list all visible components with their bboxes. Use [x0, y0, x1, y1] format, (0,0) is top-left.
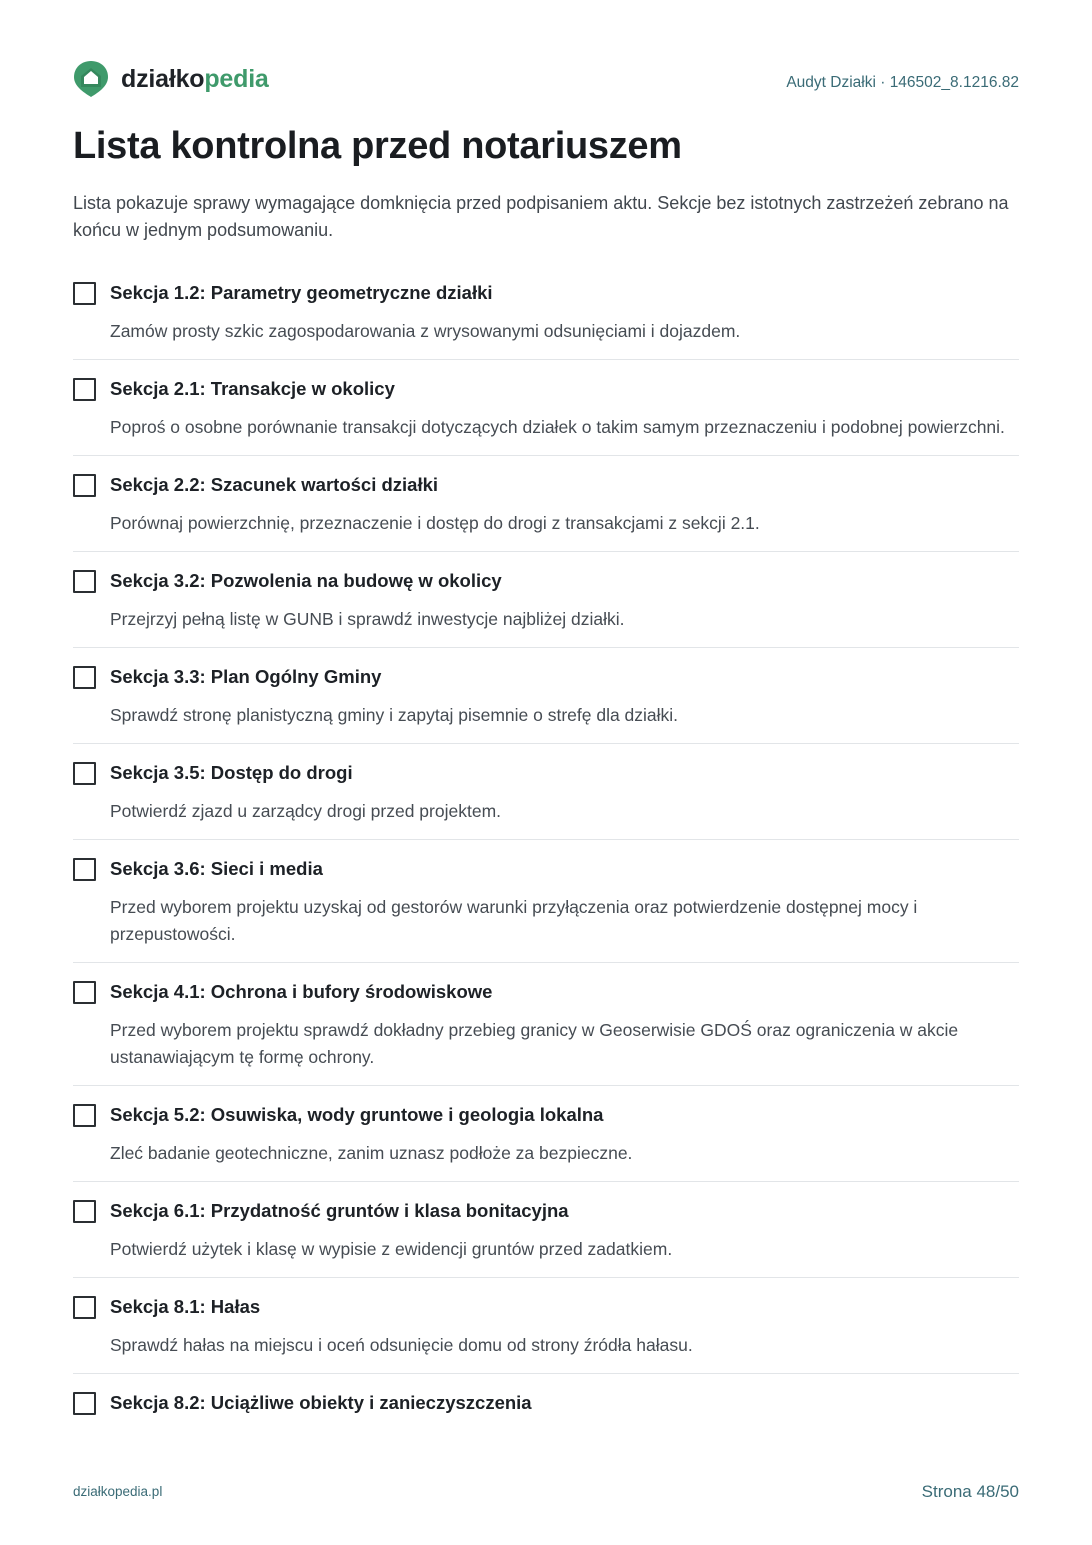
checklist-item-title: Sekcja 3.6: Sieci i media: [110, 858, 323, 879]
checklist-item: [73, 854, 1019, 963]
checklist-item-description: Potwierdź użytek i klasę w wypisie z ewidencji gruntów przed zadatkiem.: [110, 1239, 673, 1259]
checklist-item-description: Sprawdź hałas na miejscu i oceń odsunięcie domu od strony źródła hałasu.: [110, 1335, 693, 1355]
checklist-item-header: [73, 1292, 1019, 1322]
checkbox[interactable]: [73, 1296, 96, 1319]
checklist-item: [73, 1100, 1019, 1182]
brand-name-part1: działko: [121, 64, 205, 93]
checklist-item-header: [73, 1388, 1019, 1418]
checklist-item-description: Przed wyborem projektu uzyskaj od gestorów warunki przyłączenia oraz potwierdzenie dostępnej mocy i przepustowości.: [110, 897, 918, 944]
checkbox[interactable]: [73, 666, 96, 689]
checklist-item: [73, 1292, 1019, 1374]
checklist-item-header: [73, 758, 1019, 788]
checklist-item-title: Sekcja 2.2: Szacunek wartości działki: [110, 474, 439, 495]
checklist-item: [73, 1196, 1019, 1278]
checkbox[interactable]: [73, 858, 96, 881]
checklist-item-header: [73, 977, 1019, 1007]
checklist-item: [73, 278, 1019, 360]
intro-paragraph: Lista pokazuje sprawy wymagające domknięcia przed podpisaniem aktu. Sekcje bez istotnych zastrzeżeń zebrano na końcu w jednym podsumowaniu.: [73, 193, 1009, 240]
page-header: [73, 60, 1019, 100]
checklist-item-title: Sekcja 3.5: Dostęp do drogi: [110, 762, 353, 783]
checkbox[interactable]: [73, 1200, 96, 1223]
checkbox[interactable]: [73, 1104, 96, 1127]
checklist-item: [73, 977, 1019, 1086]
checklist-item-description: Przed wyborem projektu sprawdź dokładny przebieg granicy w Geoserwisie GDOŚ oraz ograniczenia w akcie ustanawiającym tę formę ochrony.: [110, 1020, 959, 1067]
checkbox[interactable]: [73, 981, 96, 1004]
footer-site[interactable]: działkopedia.pl: [73, 1484, 163, 1499]
checklist-item: [73, 566, 1019, 648]
checklist-item-title: Sekcja 2.1: Transakcje w okolicy: [110, 378, 395, 399]
checkbox[interactable]: [73, 762, 96, 785]
checklist-item-title: Sekcja 5.2: Osuwiska, wody gruntowe i geologia lokalna: [110, 1104, 604, 1125]
map-pin-logo-icon: [73, 60, 109, 98]
checkbox[interactable]: [73, 570, 96, 593]
checkbox[interactable]: [73, 474, 96, 497]
checklist-item-title: Sekcja 3.2: Pozwolenia na budowę w okolicy: [110, 570, 502, 591]
checklist-item-title: Sekcja 1.2: Parametry geometryczne działki: [110, 282, 493, 303]
checklist-item-header: [73, 1196, 1019, 1226]
page-title: Lista kontrolna przed notariuszem: [73, 125, 682, 167]
checklist: [73, 278, 1019, 1446]
checklist-item-header: [73, 662, 1019, 692]
checklist-item-header: [73, 854, 1019, 884]
checklist-item-header: [73, 566, 1019, 596]
checklist-item: [73, 1388, 1019, 1432]
checklist-item: [73, 662, 1019, 744]
checklist-item-description: Zleć badanie geotechniczne, zanim uznasz podłoże za bezpieczne.: [110, 1143, 633, 1163]
checklist-item: [73, 758, 1019, 840]
checklist-item-title: Sekcja 3.3: Plan Ogólny Gminy: [110, 666, 382, 687]
checklist-item-title: Sekcja 8.1: Hałas: [110, 1296, 261, 1317]
checkbox[interactable]: [73, 282, 96, 305]
brand-name: [121, 65, 269, 94]
checklist-item-title: Sekcja 8.2: Uciążliwe obiekty i zanieczyszczenia: [110, 1392, 532, 1413]
checklist-item-description: Potwierdź zjazd u zarządcy drogi przed projektem.: [110, 801, 502, 821]
checkbox[interactable]: [73, 378, 96, 401]
checklist-item: [73, 374, 1019, 456]
checklist-item-header: [73, 374, 1019, 404]
checklist-item-header: [73, 278, 1019, 308]
checklist-item-description: Poproś o osobne porównanie transakcji dotyczących działek o takim samym przeznaczeniu i podobnej powierzchni.: [110, 417, 1005, 437]
page-number: Strona 48/50: [921, 1482, 1019, 1501]
checklist-item-description: Przejrzyj pełną listę w GUNB i sprawdź inwestycje najbliżej działki.: [110, 609, 625, 629]
checklist-item-description: Sprawdź stronę planistyczną gminy i zapytaj pisemnie o strefę dla działki.: [110, 705, 679, 725]
checklist-item-header: [73, 470, 1019, 500]
checklist-item-description: Porównaj powierzchnię, przeznaczenie i dostęp do drogi z transakcjami z sekcji 2.1.: [110, 513, 760, 533]
checklist-item-title: Sekcja 6.1: Przydatność gruntów i klasa bonitacyjna: [110, 1200, 569, 1221]
brand-logo[interactable]: [73, 60, 269, 98]
checklist-item-header: [73, 1100, 1019, 1130]
checklist-item-title: Sekcja 4.1: Ochrona i bufory środowiskowe: [110, 981, 493, 1002]
brand-name-part2: pedia: [204, 64, 269, 93]
document-reference: Audyt Działki · 146502_8.1216.82: [786, 74, 1019, 91]
checklist-item-description: Zamów prosty szkic zagospodarowania z wrysowanymi odsunięciami i dojazdem.: [110, 321, 741, 341]
checkbox[interactable]: [73, 1392, 96, 1415]
checklist-item: [73, 470, 1019, 552]
